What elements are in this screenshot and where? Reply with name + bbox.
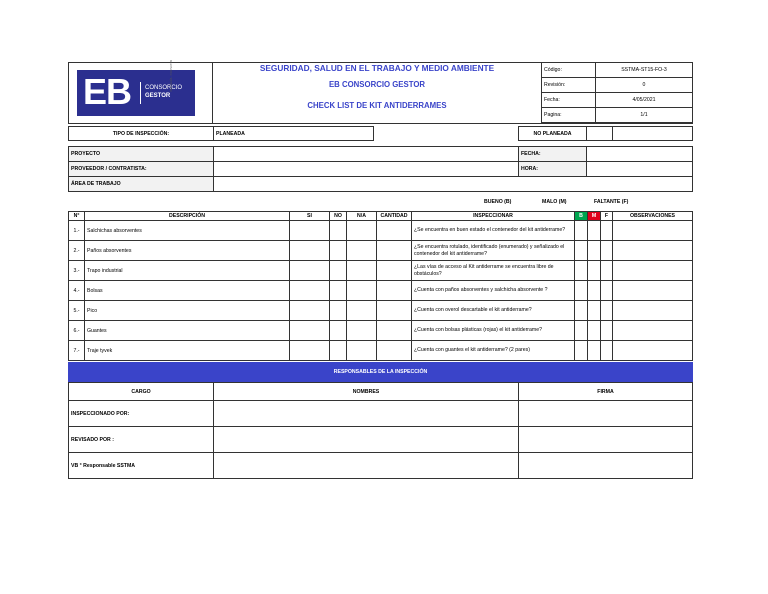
table-row xyxy=(69,341,693,361)
logo-line2: GESTOR xyxy=(145,93,171,99)
responsables-table xyxy=(68,382,693,479)
meta-value: SSTMA-ST15-FO-3 xyxy=(596,63,693,78)
row-number: 7.- xyxy=(69,341,85,361)
firma-field[interactable] xyxy=(519,401,693,427)
m-cell[interactable] xyxy=(588,221,601,241)
proyecto-label: PROYECTO xyxy=(69,147,214,162)
col-observaciones: OBSERVACIONES xyxy=(613,212,693,221)
row-inspect-question: ¿Se encuentra en buen estado el contenedor del kit antiderrame? xyxy=(412,221,575,241)
b-cell[interactable] xyxy=(575,261,588,281)
observaciones-cell[interactable] xyxy=(613,341,693,361)
meta-label: Pagina: xyxy=(542,108,596,123)
col-descripcion: DESCRIPCIÓN xyxy=(85,212,290,221)
cargo-inspeccionado: INSPECCIONADO POR: xyxy=(69,401,214,427)
firma-field[interactable] xyxy=(519,453,693,479)
firma-field[interactable] xyxy=(519,427,693,453)
meta-label: Revisión: xyxy=(542,78,596,93)
cantidad-cell[interactable] xyxy=(377,301,412,321)
m-cell[interactable] xyxy=(588,301,601,321)
m-cell[interactable] xyxy=(588,281,601,301)
legend-bueno: BUENO (B) xyxy=(484,199,512,205)
observaciones-cell[interactable] xyxy=(613,261,693,281)
company-logo xyxy=(77,70,195,116)
hora-field[interactable] xyxy=(587,162,693,177)
row-inspect-question: ¿Las vías de acceso al Kit antiderrame se encuentra libre de obstáculos? xyxy=(412,261,575,281)
b-cell[interactable] xyxy=(575,321,588,341)
responsables-banner: RESPONSABLES DE LA INSPECCIÓN xyxy=(68,362,693,382)
project-info-table xyxy=(68,146,693,192)
f-cell[interactable] xyxy=(601,321,613,341)
na-cell[interactable] xyxy=(347,301,377,321)
nombre-field[interactable] xyxy=(214,401,519,427)
na-cell[interactable] xyxy=(347,241,377,261)
meta-label: Fecha: xyxy=(542,93,596,108)
observaciones-cell[interactable] xyxy=(613,281,693,301)
col-na: N/A xyxy=(347,212,377,221)
no-cell[interactable] xyxy=(330,261,347,281)
header-title: SEGURIDAD, SALUD EN EL TRABAJO Y MEDIO AMBIENTE xyxy=(259,63,495,73)
f-cell[interactable] xyxy=(601,281,613,301)
table-row xyxy=(69,301,693,321)
row-inspect-question: ¿Cuenta con guantes el kit antiderrame? (2 pares) xyxy=(412,341,575,361)
cantidad-cell[interactable] xyxy=(377,241,412,261)
m-cell[interactable] xyxy=(588,321,601,341)
meta-value: 4/05/2021 xyxy=(596,93,693,108)
row-description: Pico xyxy=(85,301,290,321)
hora-label: HORA: xyxy=(519,162,587,177)
logo-line1: CONSORCIO xyxy=(145,85,183,91)
no-cell[interactable] xyxy=(330,281,347,301)
header-document-title: CHECK LIST DE KIT ANTIDERRAMES xyxy=(307,101,447,110)
cantidad-cell[interactable] xyxy=(377,321,412,341)
checklist-table xyxy=(68,211,693,361)
table-row xyxy=(69,321,693,341)
row-inspect-question: ¿Cuenta con bolsas plásticas (rojas) el kit antiderrame? xyxy=(412,321,575,341)
table-row xyxy=(69,261,693,281)
proyecto-field[interactable] xyxy=(214,147,519,162)
inspection-planeada: PLANEADA xyxy=(214,127,374,141)
si-cell[interactable] xyxy=(290,321,330,341)
cantidad-cell[interactable] xyxy=(377,281,412,301)
area-field[interactable] xyxy=(214,177,693,192)
na-cell[interactable] xyxy=(347,281,377,301)
row-number: 4.- xyxy=(69,281,85,301)
cargo-vb-responsable: VB ° Responsable SSTMA xyxy=(69,453,214,479)
logo-letters: EB xyxy=(83,71,132,112)
cantidad-cell[interactable] xyxy=(377,341,412,361)
observaciones-cell[interactable] xyxy=(613,301,693,321)
no-cell[interactable] xyxy=(330,241,347,261)
no-cell[interactable] xyxy=(330,301,347,321)
row-inspect-question: ¿Cuenta con paños absorventes y salchicha absorvente ? xyxy=(412,281,575,301)
b-cell[interactable] xyxy=(575,301,588,321)
m-cell[interactable] xyxy=(588,261,601,281)
b-cell[interactable] xyxy=(575,341,588,361)
observaciones-cell[interactable] xyxy=(613,221,693,241)
meta-value: 0 xyxy=(596,78,693,93)
f-cell[interactable] xyxy=(601,261,613,281)
row-number: 1.- xyxy=(69,221,85,241)
f-cell[interactable] xyxy=(601,221,613,241)
col-n: N° xyxy=(69,212,85,221)
si-cell[interactable] xyxy=(290,341,330,361)
spacer xyxy=(374,127,519,141)
col-f: F xyxy=(601,212,613,221)
fecha-field[interactable] xyxy=(587,147,693,162)
col-m: M xyxy=(588,212,601,221)
col-b: B xyxy=(575,212,588,221)
inspection-blank xyxy=(613,127,693,141)
na-cell[interactable] xyxy=(347,321,377,341)
table-row xyxy=(69,221,693,241)
col-no: NO xyxy=(330,212,347,221)
observaciones-cell[interactable] xyxy=(613,241,693,261)
row-number: 3.- xyxy=(69,261,85,281)
meta-label: Código: xyxy=(542,63,596,78)
row-number: 6.- xyxy=(69,321,85,341)
row-number: 2.- xyxy=(69,241,85,261)
area-label: ÁREA DE TRABAJO xyxy=(69,177,214,192)
document-meta-table xyxy=(541,62,693,123)
si-cell[interactable] xyxy=(290,281,330,301)
no-cell[interactable] xyxy=(330,341,347,361)
row-description: Bolsas xyxy=(85,281,290,301)
proveedor-field[interactable] xyxy=(214,162,519,177)
b-cell[interactable] xyxy=(575,221,588,241)
header-company: EB CONSORCIO GESTOR xyxy=(328,80,426,89)
m-cell[interactable] xyxy=(588,241,601,261)
na-cell[interactable] xyxy=(347,221,377,241)
si-cell[interactable] xyxy=(290,221,330,241)
no-cell[interactable] xyxy=(330,221,347,241)
proveedor-label: PROVEEDOR / CONTRATISTA: xyxy=(69,162,214,177)
row-number: 5.- xyxy=(69,301,85,321)
logo-vertical-text: INGENIERÍA · PROYECTOS xyxy=(170,59,173,92)
firma-header: FIRMA xyxy=(519,383,693,401)
col-inspeccionar: INSPECCIONAR xyxy=(412,212,575,221)
row-description: Guantes xyxy=(85,321,290,341)
table-row xyxy=(69,241,693,261)
na-cell[interactable] xyxy=(347,261,377,281)
na-cell[interactable] xyxy=(347,341,377,361)
table-row xyxy=(69,281,693,301)
cargo-revisado: REVISADO POR : xyxy=(69,427,214,453)
row-description: Paños absorventes xyxy=(85,241,290,261)
inspection-no-planeada: NO PLANEADA xyxy=(519,127,587,141)
row-description: Trapo industrial xyxy=(85,261,290,281)
inspection-type-table xyxy=(68,126,693,141)
observaciones-cell[interactable] xyxy=(613,321,693,341)
row-description: Salchichas absorventes xyxy=(85,221,290,241)
m-cell[interactable] xyxy=(588,341,601,361)
nombre-field[interactable] xyxy=(214,427,519,453)
row-description: Traje tyvek xyxy=(85,341,290,361)
nombres-header: NOMBRES xyxy=(214,383,519,401)
si-cell[interactable] xyxy=(290,241,330,261)
inspection-type-label: TIPO DE INSPECCIÓN: xyxy=(69,127,214,141)
f-cell[interactable] xyxy=(601,241,613,261)
no-cell[interactable] xyxy=(330,321,347,341)
fecha-label: FECHA: xyxy=(519,147,587,162)
row-inspect-question: ¿Cuenta con overol descartable el kit antiderrame? xyxy=(412,301,575,321)
no-planeada-checkbox[interactable] xyxy=(587,127,613,141)
si-cell[interactable] xyxy=(290,261,330,281)
f-cell[interactable] xyxy=(601,341,613,361)
b-cell[interactable] xyxy=(575,241,588,261)
row-inspect-question: ¿Se encuentra rotulado, identificado (enumerado) y señalizado el contenedor del kit antiderrame? xyxy=(412,241,575,261)
cantidad-cell[interactable] xyxy=(377,221,412,241)
col-si: SI xyxy=(290,212,330,221)
col-cantidad: CANTIDAD xyxy=(377,212,412,221)
f-cell[interactable] xyxy=(601,301,613,321)
logo-divider xyxy=(140,82,141,104)
legend-faltante: FALTANTE (F) xyxy=(594,199,629,205)
meta-value: 1/1 xyxy=(596,108,693,123)
cargo-header: CARGO xyxy=(69,383,214,401)
b-cell[interactable] xyxy=(575,281,588,301)
nombre-field[interactable] xyxy=(214,453,519,479)
si-cell[interactable] xyxy=(290,301,330,321)
legend-malo: MALO (M) xyxy=(542,199,567,205)
cantidad-cell[interactable] xyxy=(377,261,412,281)
